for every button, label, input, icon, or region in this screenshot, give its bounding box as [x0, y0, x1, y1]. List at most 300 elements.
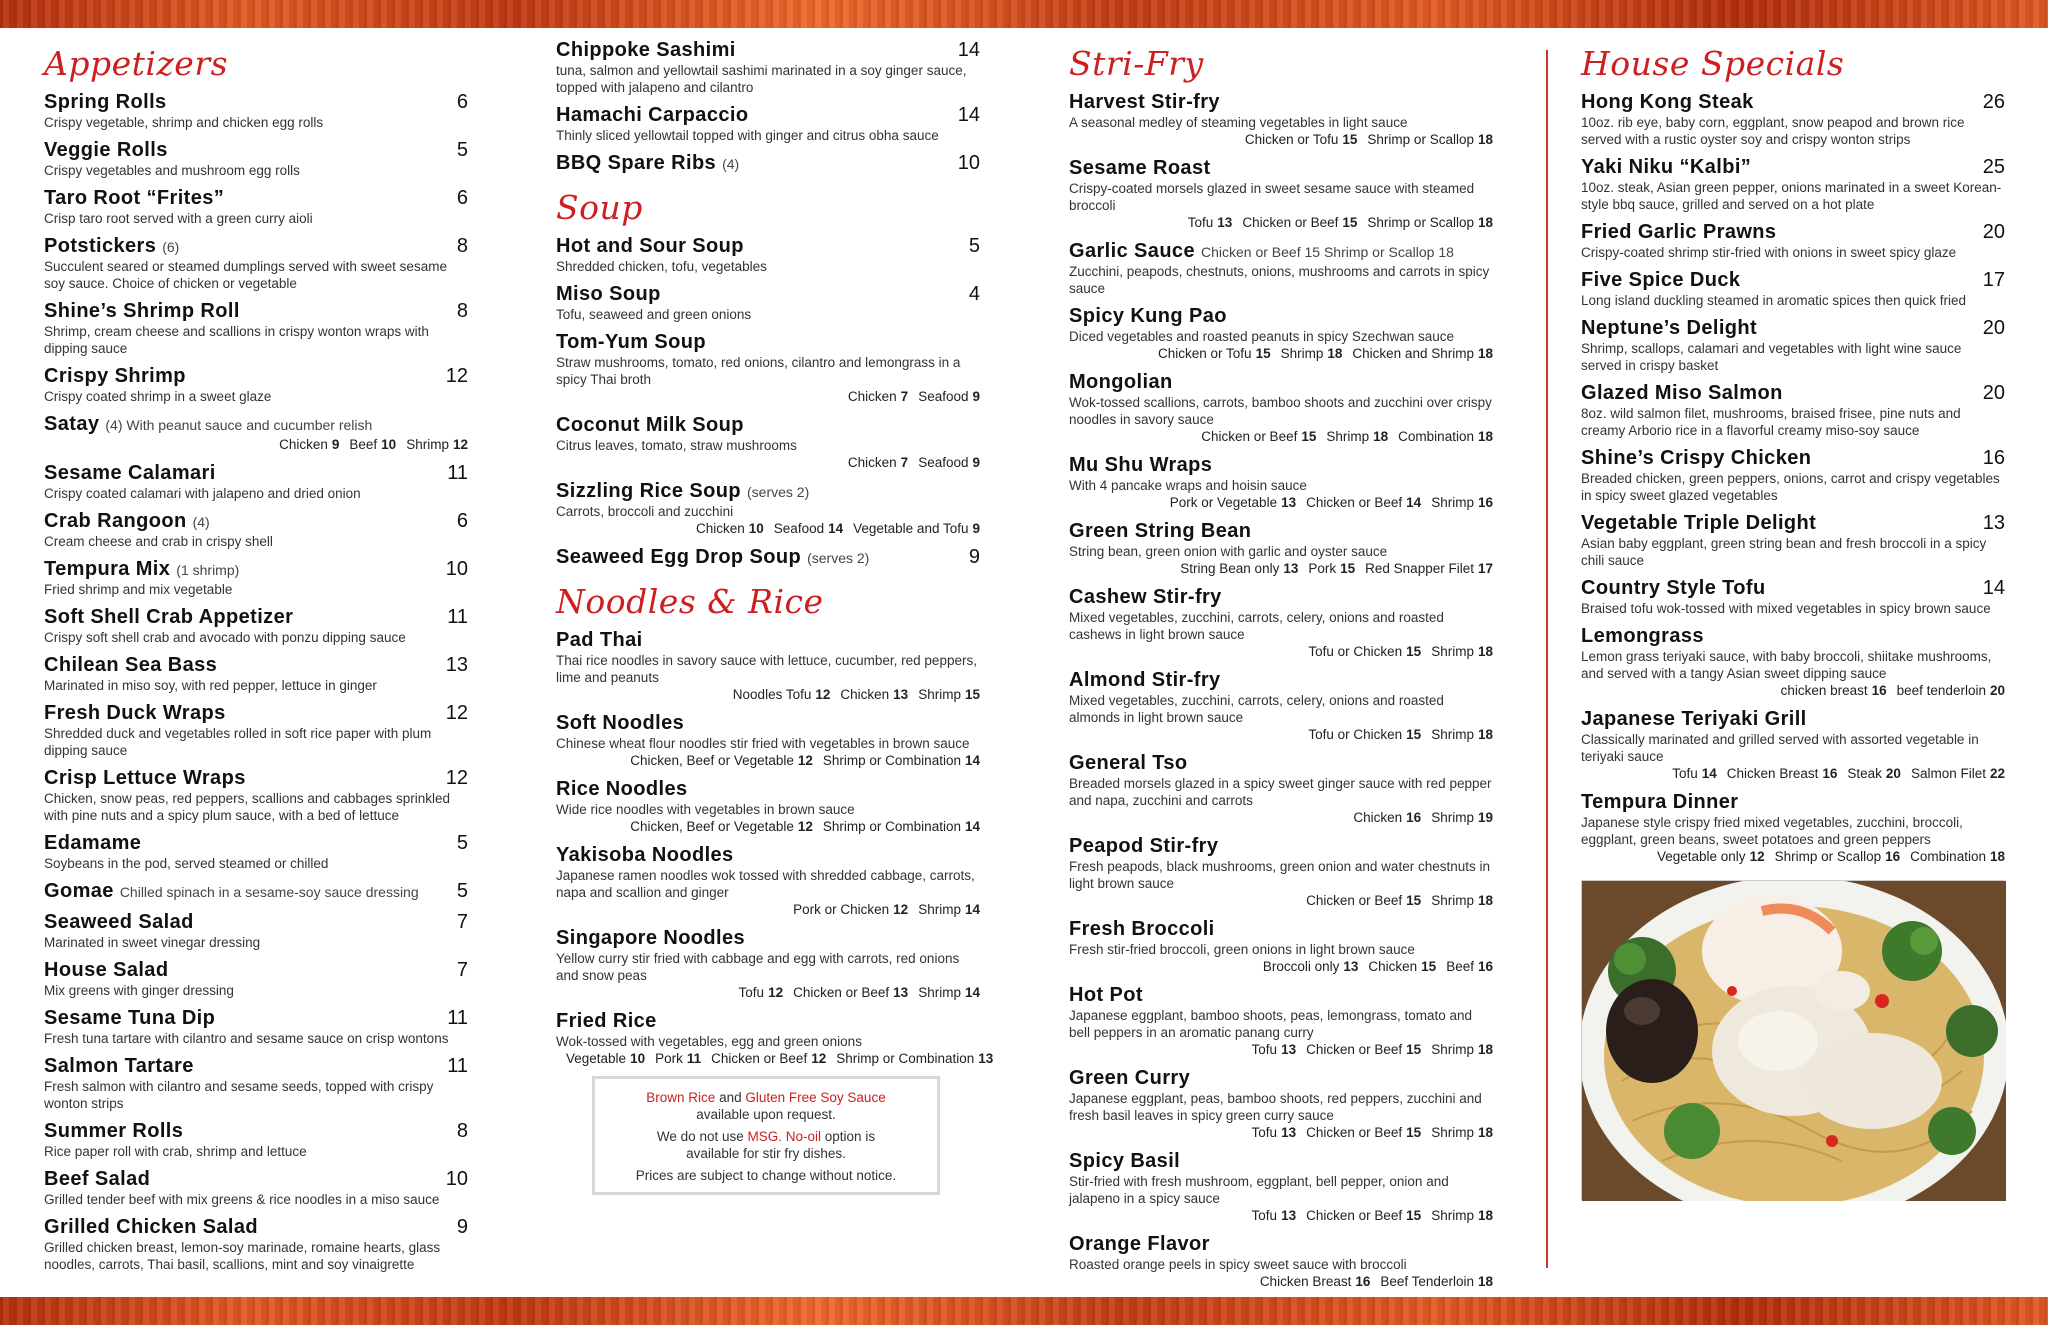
menu-item	[1069, 453, 1493, 512]
notice-available: available upon request.	[696, 1107, 836, 1122]
menu-item-name: Glazed Miso Salmon	[1581, 382, 1783, 404]
menu-option	[1657, 849, 1765, 864]
menu-item-price: 20	[1982, 317, 2005, 339]
menu-option-price: 19	[1477, 810, 1493, 825]
menu-item-name: Soft Shell Crab Appetizer	[44, 606, 294, 628]
menu-item	[1069, 156, 1493, 232]
menu-option	[1245, 132, 1358, 147]
menu-option-price: 13	[978, 1051, 994, 1066]
menu-option-label: Chicken or Tofu	[1244, 132, 1339, 147]
menu-option	[566, 1051, 645, 1066]
menu-item	[556, 38, 980, 96]
menu-option	[1242, 215, 1357, 230]
top-decorative-band	[0, 0, 2048, 28]
menu-item-options	[1069, 214, 1493, 232]
menu-option	[1308, 561, 1355, 576]
menu-item-options	[1069, 809, 1493, 827]
menu-item-price: 7	[456, 911, 468, 933]
menu-item-description: Crispy vegetables and mushroom egg rolls	[44, 163, 300, 178]
menu-item-name: Spicy Kung Pao	[1069, 305, 1227, 327]
menu-item-description: Asian baby eggplant, green string bean and fresh broccoli in a spicy chili sauce	[1581, 536, 1987, 568]
menu-item-name: Mongolian	[1069, 371, 1173, 393]
menu-item-description: tuna, salmon and yellowtail sashimi marinated in a soy ginger sauce, topped with jalapeno and cilantro	[556, 63, 967, 95]
menu-option	[349, 437, 396, 452]
menu-option	[793, 985, 908, 1000]
menu-item	[1581, 511, 2005, 569]
menu-option-price: 7	[900, 389, 909, 404]
menu-option	[1252, 1042, 1297, 1057]
menu-option	[823, 753, 980, 768]
menu-option-label: Vegetable and Tofu	[853, 521, 969, 536]
menu-option	[1727, 766, 1838, 781]
menu-option-price: 16	[1355, 1274, 1371, 1289]
menu-item	[44, 1215, 468, 1273]
menu-item-options	[556, 388, 980, 406]
menu-item-description: Japanese ramen noodles wok tossed with shredded cabbage, carrots, napa and scallion and ginger	[556, 868, 975, 900]
menu-item-description: Shredded duck and vegetables rolled in soft rice paper with plum dipping sauce	[44, 726, 432, 758]
menu-option-label: Shrimp	[1431, 893, 1474, 908]
menu-option	[1281, 346, 1343, 361]
menu-option-label: Pork or Chicken	[793, 902, 890, 917]
menu-item-name: BBQ Spare Ribs	[556, 152, 717, 174]
menu-option-price: 18	[1477, 1042, 1493, 1057]
menu-item-name: Peapod Stir-fry	[1069, 835, 1219, 857]
menu-item-price: 5	[456, 832, 468, 854]
menu-item-description: Shredded chicken, tofu, vegetables	[556, 259, 767, 274]
menu-item-name: Hamachi Carpaccio	[556, 104, 749, 126]
menu-option-price: 20	[1989, 683, 2005, 698]
menu-option-price: 15	[1406, 644, 1422, 659]
menu-option-label: Beef	[1446, 959, 1474, 974]
menu-item	[556, 711, 980, 770]
menu-item-price: 5	[968, 235, 980, 257]
menu-item	[44, 701, 468, 759]
menu-item-description: Diced vegetables and roasted peanuts in spicy Szechwan sauce	[1069, 329, 1454, 344]
menu-option	[733, 687, 831, 702]
menu-option	[1431, 1208, 1493, 1223]
menu-option-label: Chicken or Beef	[1201, 429, 1298, 444]
menu-option-label: Shrimp	[1431, 727, 1474, 742]
menu-item	[1069, 519, 1493, 578]
notice-we-do-not-use: We do not use	[656, 1129, 744, 1144]
menu-option	[655, 1051, 701, 1066]
menu-option-label: Shrimp	[918, 902, 961, 917]
menu-item-name: Salmon Tartare	[44, 1055, 194, 1077]
menu-item-description: Fresh salmon with cilantro and sesame seeds, topped with crispy wonton strips	[44, 1079, 434, 1111]
noodles-rice-heading: Noodles & Rice	[556, 582, 824, 621]
menu-option-price: 11	[686, 1051, 702, 1066]
menu-option-label: Chicken or Beef	[1306, 495, 1403, 510]
menu-option	[1672, 766, 1717, 781]
menu-option-price: 16	[1406, 810, 1422, 825]
menu-option-price: 16	[1477, 959, 1493, 974]
menu-item-price: 12	[445, 702, 468, 724]
menu-option	[1352, 346, 1493, 361]
menu-item	[1581, 790, 2005, 866]
menu-option-label: Chicken or Beef	[1306, 893, 1403, 908]
menu-item-options	[1069, 494, 1493, 512]
menu-item	[1069, 917, 1493, 976]
menu-item-description: Crispy vegetable, shrimp and chicken egg rolls	[44, 115, 324, 130]
notice-msg-nooil: MSG. No-oil	[747, 1129, 822, 1144]
menu-item-description: Rice paper roll with crab, shrimp and lettuce	[44, 1144, 307, 1159]
menu-item-description: Lemon grass teriyaki sauce, with baby broccoli, shiitake mushrooms, and served with a tangy Asian sweet dipping sauce	[1581, 649, 1992, 681]
menu-item	[556, 926, 980, 1002]
menu-item-description: Shrimp, scallops, calamari and vegetables with light wine sauce served in crispy basket	[1581, 341, 1962, 373]
menu-item-options	[1069, 560, 1493, 578]
menu-item-description: Breaded chicken, green peppers, onions, carrot and crispy vegetables in spicy sweet glazed vegetables	[1581, 471, 2000, 503]
menu-option-price: 18	[1477, 1125, 1493, 1140]
menu-option	[840, 687, 908, 702]
menu-option	[1170, 495, 1296, 510]
menu-item	[44, 1119, 468, 1160]
menu-item-name: Hong Kong Steak	[1581, 91, 1754, 113]
menu-option-label: Shrimp or Combination	[822, 819, 961, 834]
menu-option	[1308, 727, 1421, 742]
notice-and: and	[719, 1090, 742, 1105]
menu-item	[44, 461, 468, 502]
menu-item-description: Fresh peapods, black mushrooms, green onion and water chestnuts in light brown sauce	[1069, 859, 1490, 891]
menu-option-label: Shrimp or Scallop	[1367, 132, 1474, 147]
menu-option-label: Tofu	[1251, 1042, 1278, 1057]
menu-item	[1581, 316, 2005, 374]
menu-option-label: Shrimp	[1431, 810, 1474, 825]
menu-item	[556, 545, 980, 569]
menu-item-name: Hot Pot	[1069, 984, 1143, 1006]
menu-option-price: 13	[1281, 1208, 1297, 1223]
menu-item-options	[556, 686, 980, 704]
menu-option-price: 15	[1421, 959, 1437, 974]
menu-item-description: Japanese eggplant, bamboo shoots, peas, lemongrass, tomato and bell peppers in an aromatic panang curry	[1069, 1008, 1473, 1040]
menu-item-description: Straw mushrooms, tomato, red onions, cilantro and lemongrass in a spicy Thai broth	[556, 355, 961, 387]
menu-item-description: Marinated in miso soy, with red pepper, lettuce in ginger	[44, 678, 377, 693]
menu-option	[1252, 1208, 1297, 1223]
menu-option	[1431, 644, 1493, 659]
menu-option-label: Chicken	[1368, 959, 1418, 974]
menu-option-label: beef tenderloin	[1896, 683, 1986, 698]
menu-item-name: Fresh Duck Wraps	[44, 702, 226, 724]
menu-item	[1581, 624, 2005, 700]
menu-option	[1367, 132, 1493, 147]
menu-item-name: Fresh Broccoli	[1069, 918, 1215, 940]
menu-item-name: Sesame Tuna Dip	[44, 1007, 216, 1029]
menu-option-price: 18	[1327, 346, 1343, 361]
menu-item-price: 26	[1982, 91, 2005, 113]
menu-item-options	[556, 984, 980, 1002]
menu-item	[1581, 576, 2005, 617]
menu-item-description: Tofu, seaweed and green onions	[556, 307, 752, 322]
menu-option	[1398, 429, 1493, 444]
menu-option	[630, 819, 813, 834]
menu-option-label: Noodles Tofu	[732, 687, 812, 702]
menu-option-label: Chicken, Beef or Vegetable	[630, 753, 794, 768]
menu-option-label: Chicken or Beef	[793, 985, 890, 1000]
menu-item-name: Tempura Dinner	[1581, 791, 1739, 813]
menu-item-price: 7	[456, 959, 468, 981]
menu-item-name: Coconut Milk Soup	[556, 414, 744, 436]
menu-item-name: Crisp Lettuce Wraps	[44, 767, 246, 789]
menu-item-description: With 4 pancake wraps and hoisin sauce	[1069, 478, 1307, 493]
menu-option-price: 13	[893, 687, 909, 702]
menu-option-label: Chicken, Beef or Vegetable	[630, 819, 794, 834]
menu-item-name: Rice Noodles	[556, 778, 688, 800]
menu-item-name: Grilled Chicken Salad	[44, 1216, 259, 1238]
menu-item-options	[1069, 1273, 1493, 1291]
menu-item	[1069, 370, 1493, 446]
menu-option-price: 14	[964, 753, 980, 768]
menu-option	[793, 902, 908, 917]
menu-item	[556, 282, 980, 323]
menu-item-options	[44, 436, 468, 454]
menu-item-description: Thai rice noodles in savory sauce with lettuce, cucumber, red peppers, lime and peanuts	[556, 653, 977, 685]
menu-item	[44, 299, 468, 357]
menu-option-price: 12	[815, 687, 831, 702]
menu-option	[1158, 346, 1271, 361]
menu-item-note: (serves 2)	[807, 550, 870, 566]
menu-option-label: Tofu	[1251, 1125, 1278, 1140]
menu-item	[44, 1054, 468, 1112]
menu-item-options	[1069, 726, 1493, 744]
menu-option	[1326, 429, 1388, 444]
menu-item	[44, 653, 468, 694]
menu-option	[1431, 1042, 1493, 1057]
menu-option-price: 10	[630, 1051, 646, 1066]
menu-option-price: 13	[1283, 561, 1299, 576]
menu-item-name: Chippoke Sashimi	[556, 39, 736, 61]
menu-item-description: Crisp taro root served with a green curry aioli	[44, 211, 313, 226]
menu-option	[1847, 766, 1901, 781]
notice-option-is: option is	[824, 1129, 876, 1144]
menu-item-name: Harvest Stir-fry	[1069, 91, 1220, 113]
menu-option-price: 7	[900, 455, 909, 470]
menu-item-description: Carrots, broccoli and zucchini	[556, 504, 734, 519]
menu-option	[1260, 1274, 1371, 1289]
menu-option-label: Shrimp or Scallop	[1774, 849, 1882, 864]
menu-item-price: 9	[968, 546, 980, 568]
menu-option-price: 13	[1281, 1125, 1297, 1140]
menu-option	[1781, 683, 1887, 698]
menu-option-label: Shrimp or Combination	[822, 753, 961, 768]
menu-option	[1306, 1208, 1421, 1223]
menu-option-label: Chicken or Beef	[1306, 1125, 1403, 1140]
menu-item-description: Yellow curry stir fried with cabbage and egg with carrots, red onions and snow peas	[556, 951, 960, 983]
menu-item-description: Chicken, snow peas, red peppers, scallions and cabbages sprinkled with pine nuts and a spicy plum sauce, with a bed of lettuce	[44, 791, 450, 823]
menu-item	[1581, 707, 2005, 783]
menu-item-description: 10oz. rib eye, baby corn, eggplant, snow peapod and brown rice served with a rustic oyster soy and crispy wonton strips	[1581, 115, 1965, 147]
menu-option-label: Seafood	[918, 455, 969, 470]
menu-item-price: 20	[1982, 221, 2005, 243]
menu-item	[556, 413, 980, 472]
menu-item-options	[556, 1050, 994, 1068]
menu-option-label: Shrimp	[918, 985, 961, 1000]
seafood-noodle-photo	[1581, 880, 2005, 1200]
menu-item-name: Taro Root “Frites”	[44, 187, 225, 209]
bottom-decorative-band	[0, 1297, 2048, 1325]
menu-item	[44, 364, 468, 405]
menu-item-name: Garlic Sauce	[1069, 240, 1195, 262]
appetizers-continued-list	[556, 38, 980, 175]
noodles-rice-list	[556, 628, 994, 1068]
menu-option-price: 22	[1989, 766, 2005, 781]
menu-item-name: Cashew Stir-fry	[1069, 586, 1222, 608]
menu-item-name: Tom-Yum Soup	[556, 331, 706, 353]
menu-item-description: Mixed vegetables, zucchini, carrots, celery, onions and roasted almonds in light brown sauce	[1069, 693, 1444, 725]
menu-option	[1306, 893, 1421, 908]
menu-item-description: Fresh stir-fried broccoli, green onions in light brown sauce	[1069, 942, 1415, 957]
menu-option-label: Chicken or Tofu	[1158, 346, 1252, 361]
menu-item-options	[556, 520, 980, 538]
menu-option-label: Chicken	[1353, 810, 1403, 825]
menu-item	[1581, 155, 2005, 213]
menu-option	[836, 1051, 993, 1066]
menu-item-price: 8	[456, 300, 468, 322]
house-specials-heading: House Specials	[1581, 44, 1845, 83]
notice-box	[592, 1076, 940, 1195]
menu-item-description: Cream cheese and crab in crispy shell	[44, 534, 273, 549]
menu-item-name: House Salad	[44, 959, 169, 981]
menu-item-price: 14	[957, 104, 980, 126]
menu-item	[1069, 751, 1493, 827]
menu-option-price: 14	[1406, 495, 1422, 510]
menu-item-name: Green Curry	[1069, 1067, 1191, 1089]
menu-option-label: Beef Tenderloin	[1380, 1274, 1474, 1289]
menu-item-options	[556, 901, 980, 919]
menu-item-name: Pad Thai	[556, 629, 643, 651]
menu-item-description: 8oz. wild salmon filet, mushrooms, braised frisee, pine nuts and creamy Arborio rice in a flavorful creamy miso-soy sauce	[1581, 406, 1961, 438]
menu-item-price: 10	[445, 1168, 468, 1190]
menu-option-label: Vegetable only	[1656, 849, 1746, 864]
menu-item-name: Sesame Roast	[1069, 157, 1211, 179]
menu-item-name: Orange Flavor	[1069, 1233, 1210, 1255]
menu-option-label: chicken breast	[1780, 683, 1868, 698]
menu-item-options	[1069, 131, 1493, 149]
menu-option-label: Red Snapper Filet	[1365, 561, 1474, 576]
menu-item-price: 12	[445, 767, 468, 789]
menu-option	[1180, 561, 1298, 576]
menu-item-options	[1069, 892, 1493, 910]
menu-item-name: Shine’s Crispy Chicken	[1581, 447, 1812, 469]
menu-item-description: Long island duckling steamed in aromatic spices then quick fried	[1581, 293, 1966, 308]
menu-item	[44, 831, 468, 872]
notice-brown-rice: Brown Rice	[646, 1090, 716, 1105]
menu-option-label: Pork or Vegetable	[1169, 495, 1278, 510]
menu-option-label: Salmon Filet	[1910, 766, 1986, 781]
menu-option-price: 18	[1477, 346, 1493, 361]
menu-option-label: Chicken or Beef	[1306, 1208, 1403, 1223]
menu-option	[1365, 561, 1493, 576]
menu-option-price: 9	[972, 521, 980, 536]
menu-option-label: Chicken	[840, 687, 890, 702]
menu-option	[918, 902, 980, 917]
menu-option-label: Shrimp	[1431, 644, 1474, 659]
menu-item-note: (4) With peanut sauce and cucumber relish	[105, 417, 373, 433]
menu-option-price: 14	[964, 985, 980, 1000]
menu-option-label: Chicken or Beef	[1242, 215, 1339, 230]
menu-item-name: Summer Rolls	[44, 1120, 184, 1142]
menu-option-price: 14	[964, 902, 980, 917]
menu-option-label: Chicken Breast	[1726, 766, 1819, 781]
menu-option-price: 12	[797, 819, 813, 834]
menu-option-price: 16	[1871, 683, 1887, 698]
menu-option-price: 12	[768, 985, 784, 1000]
menu-option-price: 14	[828, 521, 844, 536]
menu-item-price: 14	[957, 39, 980, 61]
menu-item	[556, 234, 980, 275]
menu-item-name: Yaki Niku “Kalbi”	[1581, 156, 1752, 178]
menu-option-price: 13	[1217, 215, 1233, 230]
menu-option-price: 20	[1885, 766, 1901, 781]
menu-option-label: Chicken or Beef	[1306, 1042, 1403, 1057]
menu-item-description: Mixed vegetables, zucchini, carrots, celery, onions and roasted cashews in light brown sauce	[1069, 610, 1444, 642]
menu-item-description: Wok-tossed scallions, carrots, bamboo shoots and zucchini over crispy noodles in savory sauce	[1069, 395, 1492, 427]
menu-item-note: (4)	[192, 514, 210, 530]
menu-option	[1431, 810, 1493, 825]
menu-item-price: 10	[445, 558, 468, 580]
menu-item-description: A seasonal medley of steaming vegetables in light sauce	[1069, 115, 1408, 130]
menu-item-name: Green String Bean	[1069, 520, 1252, 542]
menu-item-price: 13	[1982, 512, 2005, 534]
menu-option-label: Chicken	[279, 437, 328, 452]
menu-option-price: 18	[1989, 849, 2005, 864]
menu-item-options	[1069, 643, 1493, 661]
menu-item-description: Citrus leaves, tomato, straw mushrooms	[556, 438, 797, 453]
menu-option-price: 12	[1749, 849, 1765, 864]
menu-option-price: 15	[1342, 215, 1358, 230]
menu-item-options	[1069, 1207, 1493, 1225]
menu-option-price: 12	[811, 1051, 827, 1066]
menu-item-name: Crab Rangoon	[44, 510, 187, 532]
menu-item-options	[1069, 428, 1493, 446]
menu-item	[44, 958, 468, 999]
menu-option-label: Shrimp	[918, 687, 961, 702]
menu-item-note: Chicken or Beef 15 Shrimp or Scallop 18	[1200, 244, 1454, 260]
menu-option	[279, 437, 339, 452]
menu-item	[44, 509, 468, 550]
menu-option	[1431, 727, 1493, 742]
menu-option-price: 15	[1406, 1042, 1422, 1057]
menu-item-price: 8	[456, 235, 468, 257]
menu-item	[556, 777, 980, 836]
menu-item-name: Satay	[44, 413, 100, 435]
menu-item-description: Succulent seared or steamed dumplings served with sweet sesame soy sauce. Choice of chicken or vegetable	[44, 259, 447, 291]
menu-option-price: 15	[1406, 1208, 1422, 1223]
menu-item-description: Crispy soft shell crab and avocado with ponzu dipping sauce	[44, 630, 406, 645]
menu-option-price: 12	[797, 753, 813, 768]
menu-option	[774, 521, 843, 536]
menu-item-description: Zucchini, peapods, chestnuts, onions, mushrooms and carrots in spicy sauce	[1069, 264, 1490, 296]
menu-item-name: Mu Shu Wraps	[1069, 454, 1213, 476]
menu-option-price: 18	[1477, 727, 1493, 742]
menu-option-price: 18	[1477, 132, 1493, 147]
menu-item-description: String bean, green onion with garlic and oyster sauce	[1069, 544, 1388, 559]
menu-option-label: Pork	[655, 1051, 683, 1066]
menu-option	[848, 389, 908, 404]
menu-option	[1306, 495, 1421, 510]
menu-item-price: 16	[1982, 447, 2005, 469]
menu-item-options	[1581, 682, 2005, 700]
menu-item	[1581, 268, 2005, 309]
menu-item-options	[1069, 1124, 1493, 1142]
menu-option-price: 13	[1281, 495, 1297, 510]
menu-item	[1069, 1232, 1493, 1291]
menu-item-options	[556, 752, 980, 770]
soup-heading: Soup	[556, 188, 643, 227]
menu-item	[556, 843, 980, 919]
menu-item-name: Fried Rice	[556, 1010, 657, 1032]
menu-option-label: Shrimp	[1326, 429, 1370, 444]
menu-item-price: 9	[456, 1216, 468, 1238]
menu-item-name: Fried Garlic Prawns	[1581, 221, 1777, 243]
